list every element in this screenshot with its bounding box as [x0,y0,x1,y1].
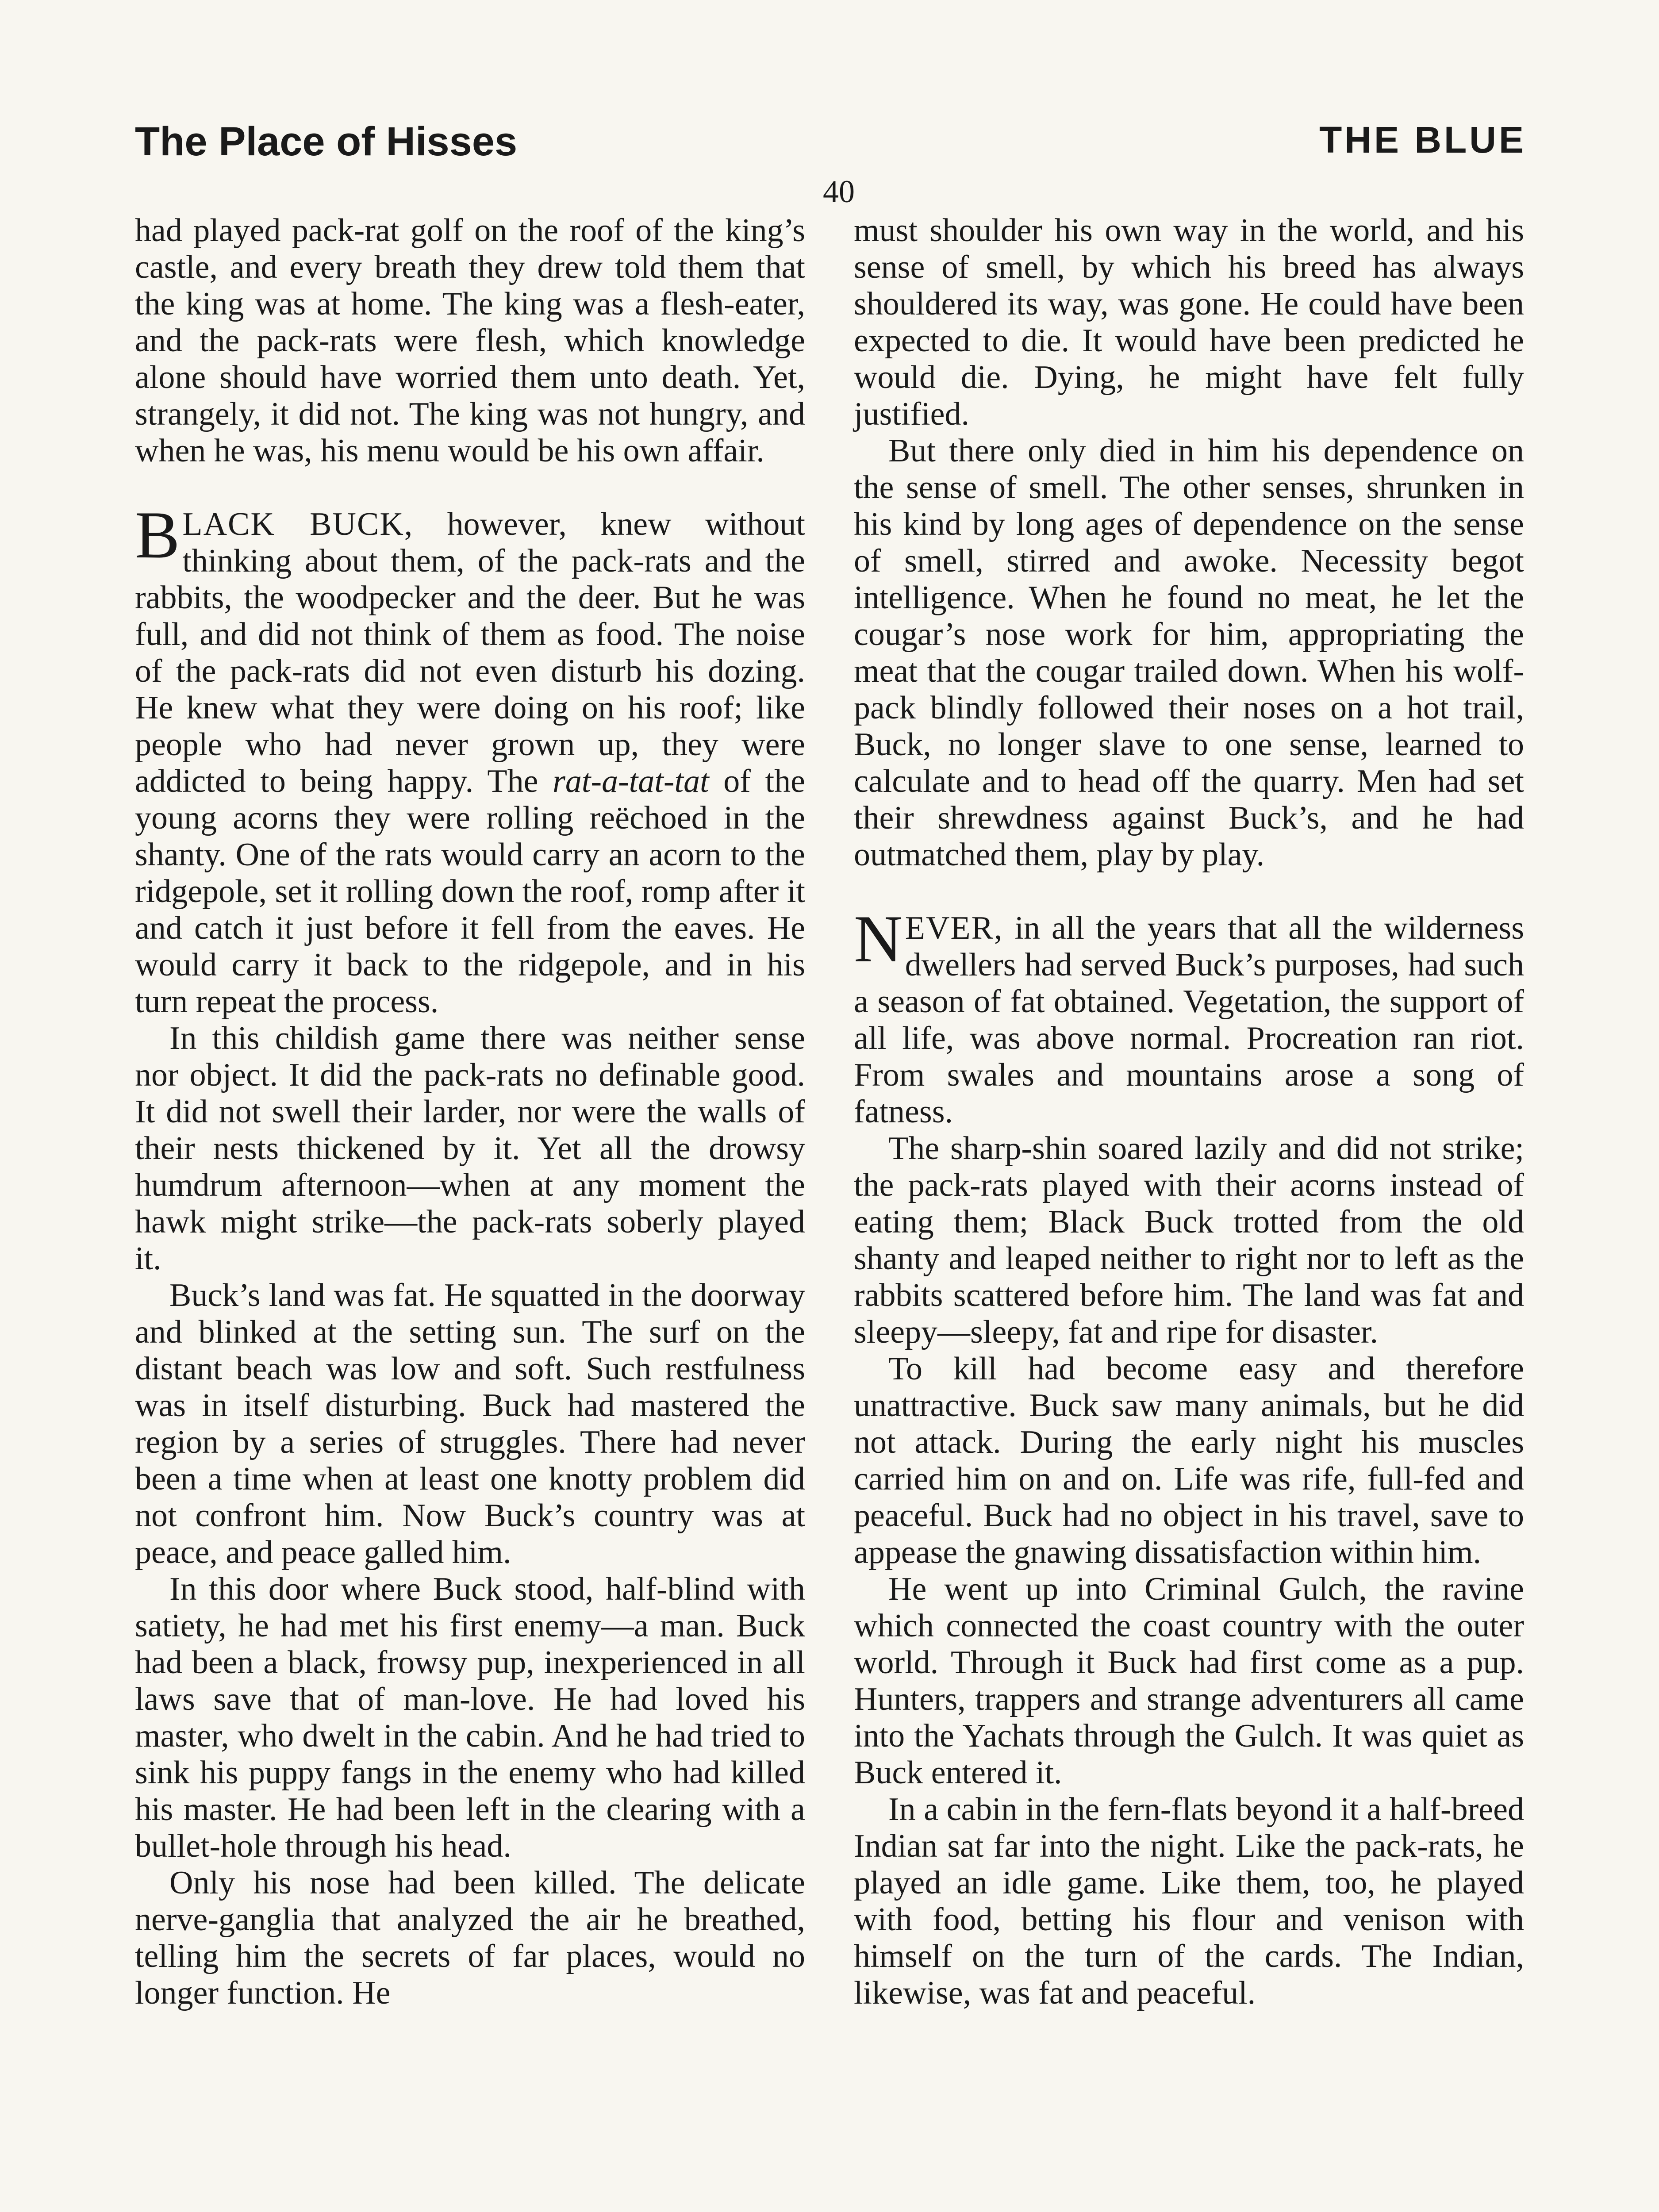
paragraph: To kill had become easy and therefore unattractive. Buck saw many animals, but he did not attack. During the early night his muscles carried him on and on. Life was rife, full-fed and peaceful. Buck had no object in his travel, save to appease the gnawing dissatisfaction within him. [854,1351,1524,1571]
italic-phrase: rat-a-tat-tat [553,763,709,799]
paragraph: Buck’s land was fat. He squatted in the doorway and blinked at the setting sun. The surf on the distant beach was low and soft. Such restfulness was in itself disturbing. Buck had mastered the region by a series of struggles. There had never been a time when at least one knotty problem did not confront him. Now Buck’s country was at peace, and peace galled him. [135,1277,805,1571]
drop-cap: N [854,902,902,976]
section-opening-paragraph [135,498,806,1020]
paragraph: But there only died in him his dependence on the sense of smell. The other senses, shrunken in his kind by long ages of dependence on the sense of smell, stirred and awoke. Necessity begot intelligence. When he found no meat, he let the cougar’s nose work for him, appropriating the meat that the cougar trailed down. When his wolf-pack blindly followed their noses on a hot trail, Buck, no longer slave to one sense, learned to calculate and to head off the quarry. Men had set their shrewdness against Buck’s, and he had outmatched them, play by play. [854,433,1524,873]
paragraph: In this door where Buck stood, half-blind with satiety, he had met his first enemy—a man. Buck had been a black, frowsy pup, inexperienced in all laws save that of man-love. He had loved his master, who dwelt in the cabin. And he had tried to sink his puppy fangs in the enemy who had killed his master. He had been left in the clearing with a bullet-hole through his head. [135,1571,805,1864]
right-column [854,212,1524,2012]
paragraph: The sharp-shin soared lazily and did not strike; the pack-rats played with their acorns instead of eating them; Black Buck trotted from the old shanty and leaped neither to right nor to left as the rabbits scattered before him. The land was fat and sleepy—sleepy, fat and ripe for disaster. [854,1130,1524,1350]
paragraph: In a cabin in the fern-flats beyond it a half-breed Indian sat far into the night. Like the pack-rats, he played an idle game. Like them, too, he played with food, betting his flour and venison with himself on the turn of the cards. The Indian, likewise, was fat and peaceful. [854,1791,1524,2011]
page-number: 40 [823,174,855,209]
small-caps-lead: EVER, [905,910,1003,946]
paragraph: He went up into Criminal Gulch, the ravine which connected the coast country with the outer world. Through it Buck had first come as a pup. Hunters, trappers and strange adventurers all came into the Yachats through the Gulch. It was quiet as Buck entered it. [854,1571,1524,1791]
paragraph: had played pack-rat golf on the roof of the king’s castle, and every breath they drew told them that the king was at home. The king was a flesh-eater, and the pack-rats were flesh, which knowledge alone should have worried them unto death. Yet, strangely, it did not. The king was not hungry, and when he was, his menu would be his own affair. [135,212,805,469]
section-opening-paragraph [854,902,1524,1130]
paragraph: In this childish game there was neither sense nor object. It did the pack-rats no definable good. It did not swell their larder, nor were the walls of their nests thickened by it. Yet all the drowsy humdrum afternoon—when at any moment the hawk might strike—the pack-rats soberly played it. [135,1020,805,1277]
small-caps-lead: LACK BUCK, [182,506,414,542]
paragraph: Only his nose had been killed. The delicate nerve-ganglia that analyzed the air he breathed, telling him the secrets of far places, would no longer function. He [135,1865,805,2011]
drop-cap: B [135,498,180,572]
paragraph-text: of the young acorns they were rolling reëchoed in the shanty. One of the rats would carry an acorn to the ridgepole, set it rolling down the roof, romp after it and catch it just before it fell from the eaves. He would carry it back to the ridgepole, and in his turn repeat the process. [135,763,806,1020]
left-column [135,212,805,2012]
story-title: The Place of Hisses [135,119,518,164]
paragraph-text: however, knew without thinking about them, of the pack-rats and the rabbits, the woodpecker and the deer. But he was full, and did not think of them as food. The noise of the pack-rats did not even disturb his dozing. He knew what they were doing on his roof; like people who had never grown up, they were addicted to being happy. The [135,506,805,799]
paragraph: must shoulder his own way in the world, and his sense of smell, by which his breed has always shouldered its way, was gone. He could have been expected to die. It would have been predicted he would die. Dying, he might have felt fully justified. [854,212,1524,432]
paragraph-text: in all the years that all the wilderness dwellers had served Buck’s purposes, had such a season of fat obtained. Vegetation, the support of all life, was above normal. Procreation ran riot. From swales and mountains arose a song of fatness. [854,910,1524,1130]
magazine-title: THE BLUE [1319,119,1526,161]
